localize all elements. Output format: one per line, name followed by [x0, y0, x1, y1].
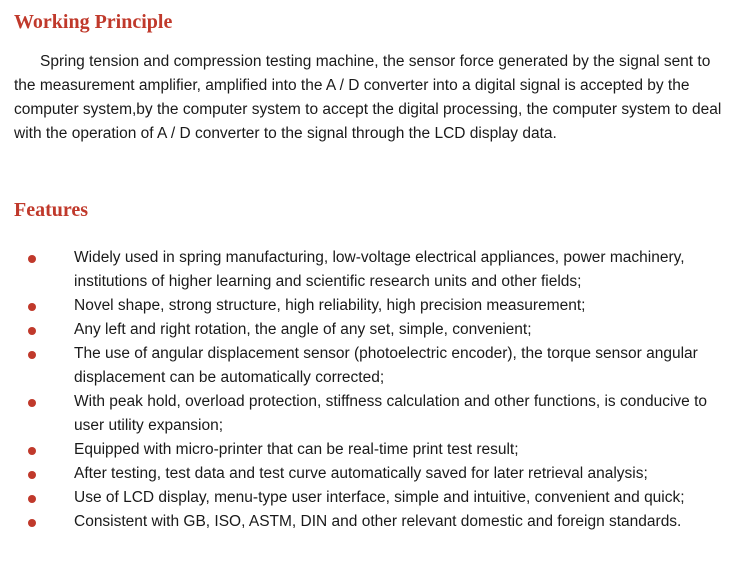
list-item-text: Use of LCD display, menu-type user interface, simple and intuitive, convenient and quick;: [74, 489, 685, 506]
list-item: [14, 510, 736, 534]
list-item: [14, 390, 736, 438]
bullet-icon: [28, 495, 36, 503]
list-item: [14, 486, 736, 510]
list-item: [14, 294, 736, 318]
working-principle-paragraph: Spring tension and compression testing machine, the sensor force generated by the signal sent to the measurement amplifier, amplified into the A / D converter into a digital signal is accepted by the computer system,by the computer system to accept the digital processing, the computer system to deal with the operation of A / D converter to the signal through the LCD display data.: [14, 53, 722, 142]
list-item-text: Novel shape, strong structure, high reliability, high precision measurement;: [74, 297, 586, 314]
list-item-text: After testing, test data and test curve automatically saved for later retrieval analysis;: [74, 465, 648, 482]
features-list: [14, 246, 736, 534]
list-item-text: Equipped with micro-printer that can be real-time print test result;: [74, 441, 519, 458]
list-item: [14, 342, 736, 390]
bullet-icon: [28, 519, 36, 527]
bullet-icon: [28, 447, 36, 455]
list-item: [14, 318, 736, 342]
list-item-text: Consistent with GB, ISO, ASTM, DIN and other relevant domestic and foreign standards.: [74, 513, 682, 530]
bullet-icon: [28, 471, 36, 479]
working-principle-heading: Working Principle: [14, 11, 173, 33]
list-item: [14, 438, 736, 462]
features-heading: Features: [14, 199, 89, 221]
list-item: [14, 246, 736, 294]
bullet-icon: [28, 351, 36, 359]
list-item-text: The use of angular displacement sensor (photoelectric encoder), the torque sensor angular displacement can be automatically corrected;: [74, 345, 698, 386]
bullet-icon: [28, 303, 36, 311]
list-item-text: With peak hold, overload protection, stiffness calculation and other functions, is conducive to user utility expansion;: [74, 393, 707, 434]
bullet-icon: [28, 327, 36, 335]
list-item-text: Any left and right rotation, the angle of any set, simple, convenient;: [74, 321, 532, 338]
bullet-icon: [28, 399, 36, 407]
bullet-icon: [28, 255, 36, 263]
list-item-text: Widely used in spring manufacturing, low-voltage electrical appliances, power machinery, institutions of higher learning and scientific research units and other fields;: [74, 249, 685, 290]
list-item: [14, 462, 736, 486]
